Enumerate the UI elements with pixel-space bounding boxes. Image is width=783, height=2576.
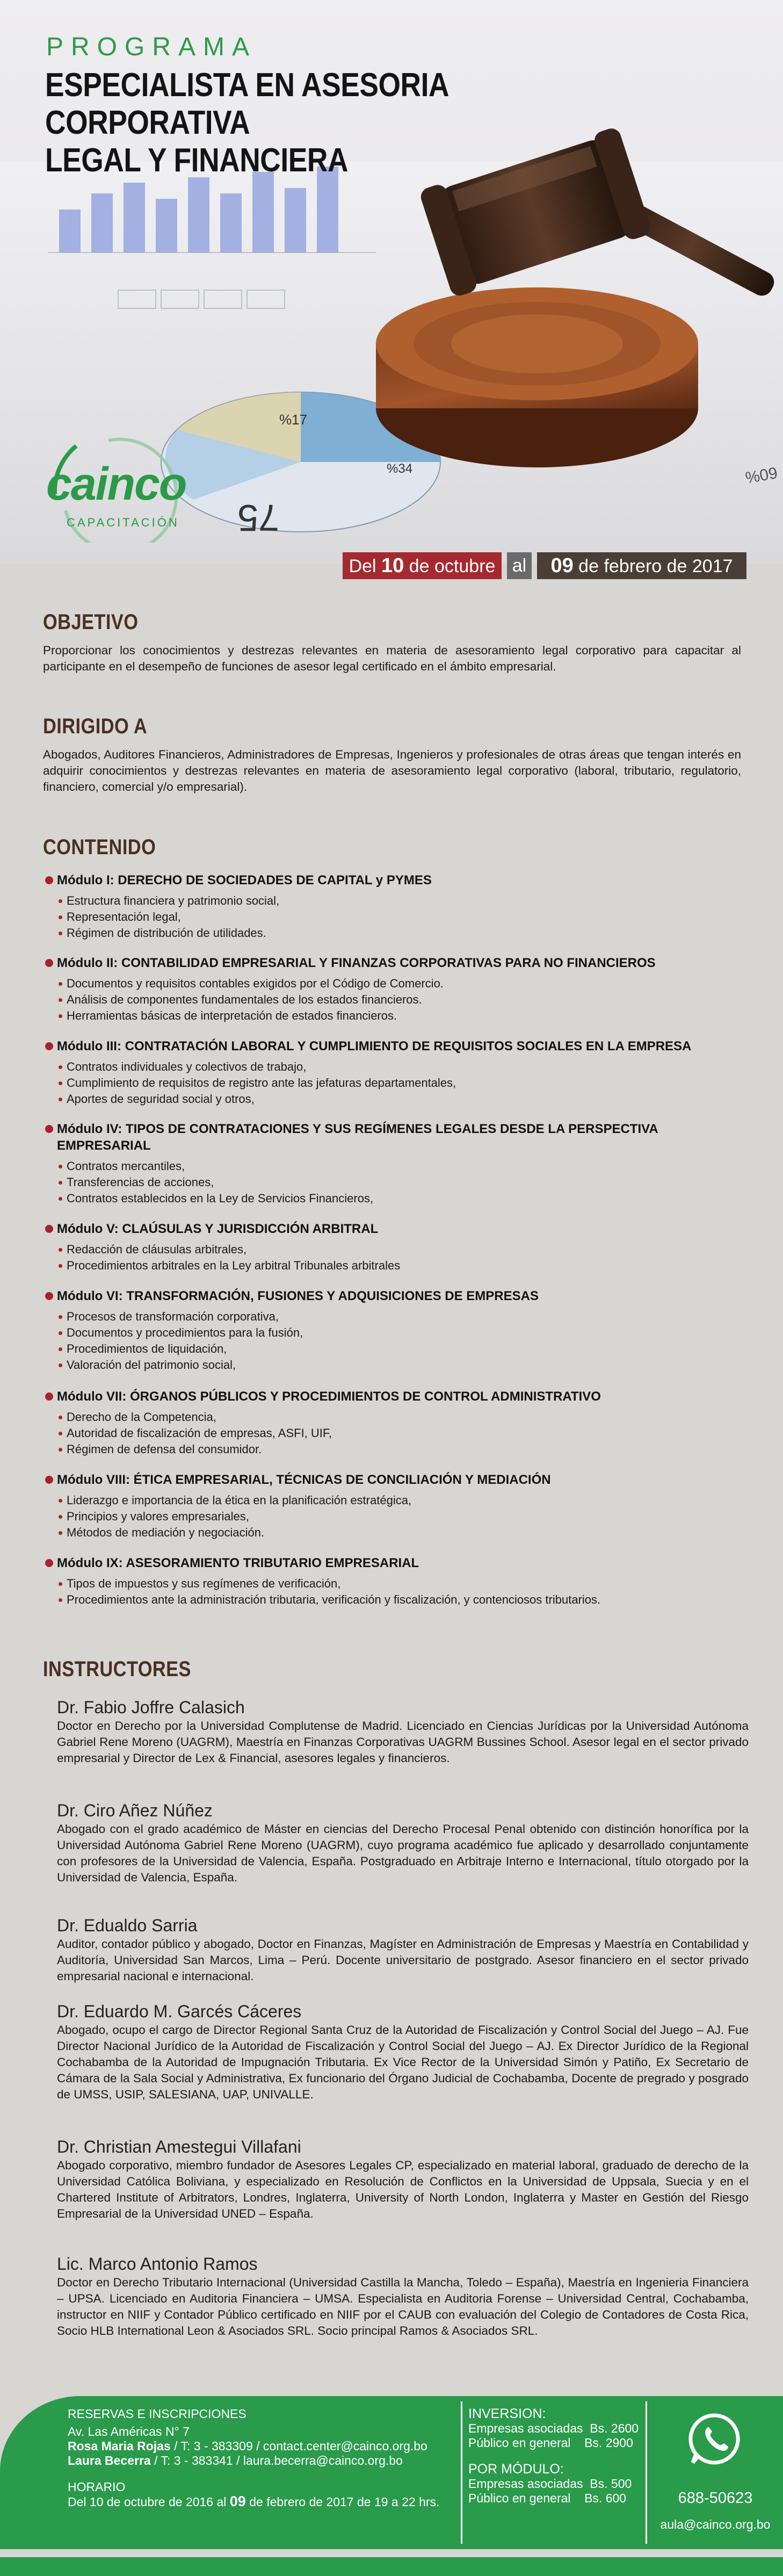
contact-1-name: Rosa Maria Rojas	[68, 2439, 171, 2453]
list-item: Documentos y procedimientos para la fusión,	[67, 1325, 754, 1341]
inversion-asociadas	[468, 2421, 640, 2436]
module-3	[45, 1038, 754, 1107]
cainco-logo	[44, 424, 194, 543]
modulo-title: POR MÓDULO:	[468, 2462, 564, 2477]
price-label: Público en general	[468, 2436, 571, 2450]
horario-title: HORARIO	[68, 2480, 126, 2494]
contact-email[interactable]: aula@cainco.org.bo	[660, 2517, 771, 2531]
list-item: Aportes de seguridad social y otros,	[67, 1091, 754, 1107]
contact-1-details[interactable]: / T: 3 - 383309 / contact.center@cainco.org.bo	[170, 2439, 427, 2453]
footer-divider-1	[461, 2401, 462, 2544]
contact-2-name: Laura Becerra	[68, 2454, 151, 2467]
horario-text	[68, 2494, 439, 2509]
module-8	[45, 1471, 754, 1541]
module-title: Módulo II: CONTABILIDAD EMPRESARIAL Y FINANZAS CORPORATIVAS PARA NO FINANCIEROS	[45, 955, 754, 971]
list-item: Procedimientos arbitrales en la Ley arbitral Tribunales arbitrales	[67, 1258, 754, 1274]
horario-pre: Del 10 de octubre de 2016 al	[68, 2495, 230, 2509]
list-item: Autoridad de fiscalización de empresas, ASFI, UIF,	[67, 1425, 754, 1441]
instructores-heading: INSTRUCTORES	[43, 1657, 191, 1681]
contact-2-details[interactable]: / T: 3 - 383341 / laura.becerra@cainco.org.bo	[150, 2454, 403, 2467]
instructor-name: Dr. Ciro Añez Núñez	[57, 1801, 213, 1820]
pie-label-2: %34	[387, 461, 413, 476]
date-end-day: 09	[550, 554, 574, 577]
module-title: Módulo VI: TRANSFORMACIÓN, FUSIONES Y ADQUISICIONES DE EMPRESAS	[45, 1288, 754, 1304]
pie-label-1: %17	[279, 412, 308, 428]
list-item: Representación legal,	[67, 909, 754, 925]
list-item: Redacción de cláusulas arbitrales,	[67, 1242, 754, 1258]
list-item: Documentos y requisitos contables exigidos por el Código de Comercio.	[67, 976, 754, 992]
objetivo-heading: OBJETIVO	[43, 610, 139, 634]
instructor-bio: Doctor en Derecho Tributario Internacional (Universidad Castilla la Mancha, Toledo – España), Maestría en Ingenieria Financiera – UPSA. Licenciado en Auditoria Financiera – UMSA. Especialista en Auditoria Forense – Universidad Central, Cochabamba, instructor en NIIF y Contador Público certificado en NIIF por el CAUB con evaluación del Colegio de Contadores de Costa Rica, Socio HLB International Leon & Asociados SRL. Socio principal Ramos & Asociados SRL.	[57, 2276, 749, 2337]
chart-number-75: 75	[237, 497, 279, 539]
inversion-title: INVERSION:	[468, 2406, 546, 2421]
module-topics	[45, 1492, 754, 1541]
list-item: Régimen de defensa del consumidor.	[67, 1441, 754, 1457]
module-title: Módulo IV: TIPOS DE CONTRATACIONES Y SUS REGÍMENES LEGALES DESDE LA PERSPECTIVA EMPRESARIAL	[45, 1121, 701, 1154]
list-item: Procedimientos ante la administración tributaria, verificación y fiscalización, y contenciosos tributarios.	[67, 1592, 754, 1608]
instructor-bio: Abogado, ocupo el cargo de Director Regional Santa Cruz de la Autoridad de Fiscalización y Control Social del Juego – AJ. Fue Director Nacional Jurídico de la Autoridad de Fiscalización y Control Social del Juego – AJ. Ex Director Jurídico de la Regional Cochabamba de la Autoridad de Impugnación Tributaria. Ex Vice Rector de la Universidad Simón y Patiño, Ex Secretario de Cámara de la Sala Social y Administrativa, Ex funcionario del Órgano Judicial de Cochabamba, Docente de pregrado y posgrado de UMSS, USIP, SALESIANA, UAP, UNIVALLE.	[57, 2023, 749, 2101]
list-item: Métodos de mediación y negociación.	[67, 1525, 754, 1541]
list-item: Contratos establecidos en la Ley de Servicios Financieros,	[67, 1190, 754, 1207]
list-item: Régimen de distribución de utilidades.	[67, 925, 754, 941]
price-value: Bs. 2600	[590, 2421, 639, 2435]
price-label: Público en general	[468, 2491, 571, 2505]
whatsapp-column	[656, 2488, 774, 2532]
module-title: Módulo VIII: ÉTICA EMPRESARIAL, TÉCNICAS DE CONCILIACIÓN Y MEDIACIÓN	[45, 1471, 754, 1488]
dirigido-heading: DIRIGIDO A	[43, 715, 148, 738]
module-topics	[45, 1576, 754, 1608]
contact-2	[68, 2454, 439, 2468]
horario-day: 09	[229, 2493, 246, 2509]
module-1	[45, 872, 754, 941]
date-end-suffix: de febrero de 2017	[573, 556, 733, 576]
module-topics	[45, 976, 754, 1024]
dirigido-text: Abogados, Auditores Financieros, Administradores de Empresas, Ingenieros y profesionales de otras áreas que tengan interés en adquirir conocimientos y destrezas relevantes en materia de asesoramiento legal corporativo (laboral, tributario, regulatorio, financiero, comercial y/o empresarial).	[43, 748, 741, 793]
price-label: Empresas asociadas	[468, 2477, 583, 2491]
modulo-publico	[468, 2491, 640, 2506]
instructor-name: Dr. Edualdo Sarria	[57, 1916, 198, 1935]
module-topics	[45, 1158, 754, 1207]
list-item: Contratos mercantiles,	[67, 1158, 754, 1174]
list-item: Principios y valores empresariales,	[67, 1509, 754, 1525]
address: Av. Las Américas N° 7	[68, 2425, 190, 2438]
instructor-name: Dr. Christian Amestegui Villafani	[57, 2137, 301, 2156]
list-item: Procedimientos de liquidación,	[67, 1341, 754, 1357]
module-topics	[45, 893, 754, 941]
instructor-bio: Abogado corporativo, miembro fundador de Asesores Legales CP, especializado en material laboral, graduado de derecho de la Universidad Católica Boliviana, y especializado en Resolución de Conflictos en la Universidad de Uppsala, Suecia y en el Chartered Institute of Arbitrators, Londres, Inglaterra, University of North London, Inglaterra y Master en Gestión del Riesgo Empresarial de la Universidad UNED – España.	[57, 2159, 749, 2220]
module-topics	[45, 1059, 754, 1107]
list-item: Transferencias de acciones,	[67, 1174, 754, 1190]
module-4	[45, 1121, 754, 1207]
date-end-badge	[537, 552, 746, 579]
contact-1	[68, 2439, 439, 2454]
program-title-line-1: ESPECIALISTA EN ASESORIA CORPORATIVA	[45, 67, 448, 141]
date-connector-badge: al	[507, 552, 532, 579]
footer-bottom-strip	[0, 2557, 783, 2576]
module-title: Módulo I: DERECHO DE SOCIEDADES DE CAPITAL y PYMES	[45, 872, 754, 889]
logo-wordmark: cainco	[46, 458, 186, 510]
instructor-name: Lic. Marco Antonio Ramos	[57, 2254, 258, 2274]
hero-banner	[0, 0, 783, 564]
module-title: Módulo VII: ÓRGANOS PÚBLICOS Y PROCEDIMIENTOS DE CONTROL ADMINISTRATIVO	[45, 1388, 754, 1405]
program-title	[45, 67, 553, 179]
date-start-suffix: de octubre	[404, 556, 496, 576]
module-title: Módulo IX: ASESORAMIENTO TRIBUTARIO EMPRESARIAL	[45, 1555, 754, 1571]
program-label: PROGRAMA	[46, 33, 257, 61]
instructor-name: Dr. Eduardo M. Garcés Cáceres	[57, 2002, 302, 2021]
footer-divider-2	[646, 2401, 647, 2544]
price-value: Bs. 600	[584, 2491, 627, 2505]
module-7	[45, 1388, 754, 1457]
instructor-name: Dr. Fabio Joffre Calasich	[57, 1698, 245, 1717]
objetivo-text: Proporcionar los conocimientos y destrezas relevantes en materia de asesoramiento legal corporativo para capacitar al participante en el desempeño de funciones de asesor legal certificado en el ámbito empresarial.	[43, 644, 741, 673]
module-2	[45, 955, 754, 1024]
price-label: Empresas asociadas	[468, 2421, 583, 2435]
module-topics	[45, 1309, 754, 1373]
horario-post: de febrero de 2017 de 19 a 22 hrs.	[245, 2495, 440, 2509]
chart-number-09: %09	[744, 464, 779, 487]
module-9	[45, 1555, 754, 1608]
module-topics	[45, 1409, 754, 1457]
list-item: Valoración del patrimonio social,	[67, 1357, 754, 1373]
contenido-heading: CONTENIDO	[43, 835, 156, 859]
reservas-title: RESERVAS E INSCRIPCIONES	[68, 2407, 247, 2421]
price-value: Bs. 2900	[584, 2436, 633, 2450]
list-item: Tipos de impuestos y sus regímenes de verificación,	[67, 1576, 754, 1592]
list-item: Estructura financiera y patrimonio social,	[67, 893, 754, 909]
list-item: Herramientas básicas de interpretación de estados financieros.	[67, 1008, 754, 1024]
module-topics	[45, 1242, 754, 1274]
modulo-asociadas	[468, 2477, 640, 2491]
module-title: Módulo V: CLAÚSULAS Y JURISDICCIÓN ARBITRAL	[45, 1221, 754, 1237]
instructor-bio: Doctor en Derecho por la Universidad Complutense de Madrid. Licenciado en Ciencias Jurídicas por la Universidad Autónoma Gabriel Rene Moreno (UAGRM), Maestría en Finanzas Corporativas UAGRM Bussines School. Asesor legal en el sector privado empresarial y Director de Lex & Financial, asesores legales y financieros.	[57, 1719, 749, 1765]
reservas-column	[68, 2407, 439, 2509]
date-start-prefix: Del	[349, 556, 382, 576]
whatsapp-icon[interactable]	[688, 2412, 742, 2466]
date-start-badge	[343, 552, 502, 579]
footer-contact-panel	[0, 2396, 783, 2549]
price-value: Bs. 500	[590, 2477, 632, 2491]
inversion-column	[468, 2407, 640, 2506]
list-item: Derecho de la Competencia,	[67, 1409, 754, 1425]
module-title: Módulo III: CONTRATACIÓN LABORAL Y CUMPLIMIENTO DE REQUISITOS SOCIALES EN LA EMPRESA	[45, 1038, 754, 1055]
instructor-bio: Abogado con el grado académico de Máster en ciencias del Derecho Procesal Penal obtenido con distinción honorífica por la Universidad Autónoma Gabriel Rene Moreno (UAGRM), cuyo programa académico fue aplicado y desarrollado conjuntamente con profesores de la Universidad de Valencia, España. Postgraduado en Arbitraje Interno e Internacional, título otorgado por la Universidad de Valencia, España.	[57, 1822, 749, 1884]
list-item: Análisis de componentes fundamentales de los estados financieros.	[67, 992, 754, 1008]
list-item: Cumplimiento de requisitos de registro ante las jefaturas departamentales,	[67, 1075, 754, 1091]
gavel-block-icon	[376, 287, 698, 467]
logo-subtitle: CAPACITACIÓN	[67, 516, 179, 529]
whatsapp-number[interactable]: 688-50623	[678, 2490, 753, 2507]
list-item: Liderazgo e importancia de la ética en la planificación estratégica,	[67, 1492, 754, 1509]
instructor-bio: Auditor, contador público y abogado, Doctor en Finanzas, Magíster en Administración de Empresas y Maestría en Contabilidad y Auditoría, Universidad San Marcos, Lima – Perú. Docente universitario de postgrado. Asesor financiero en el sector privado empresarial nacional e internacional.	[57, 1937, 749, 1983]
module-5	[45, 1221, 754, 1274]
list-item: Contratos individuales y colectivos de trabajo,	[67, 1059, 754, 1075]
module-6	[45, 1288, 754, 1373]
inversion-publico	[468, 2436, 640, 2450]
date-start-day: 10	[381, 554, 404, 577]
list-item: Procesos de transformación corporativa,	[67, 1309, 754, 1325]
program-title-line-2: LEGAL Y FINANCIERA	[45, 142, 349, 179]
